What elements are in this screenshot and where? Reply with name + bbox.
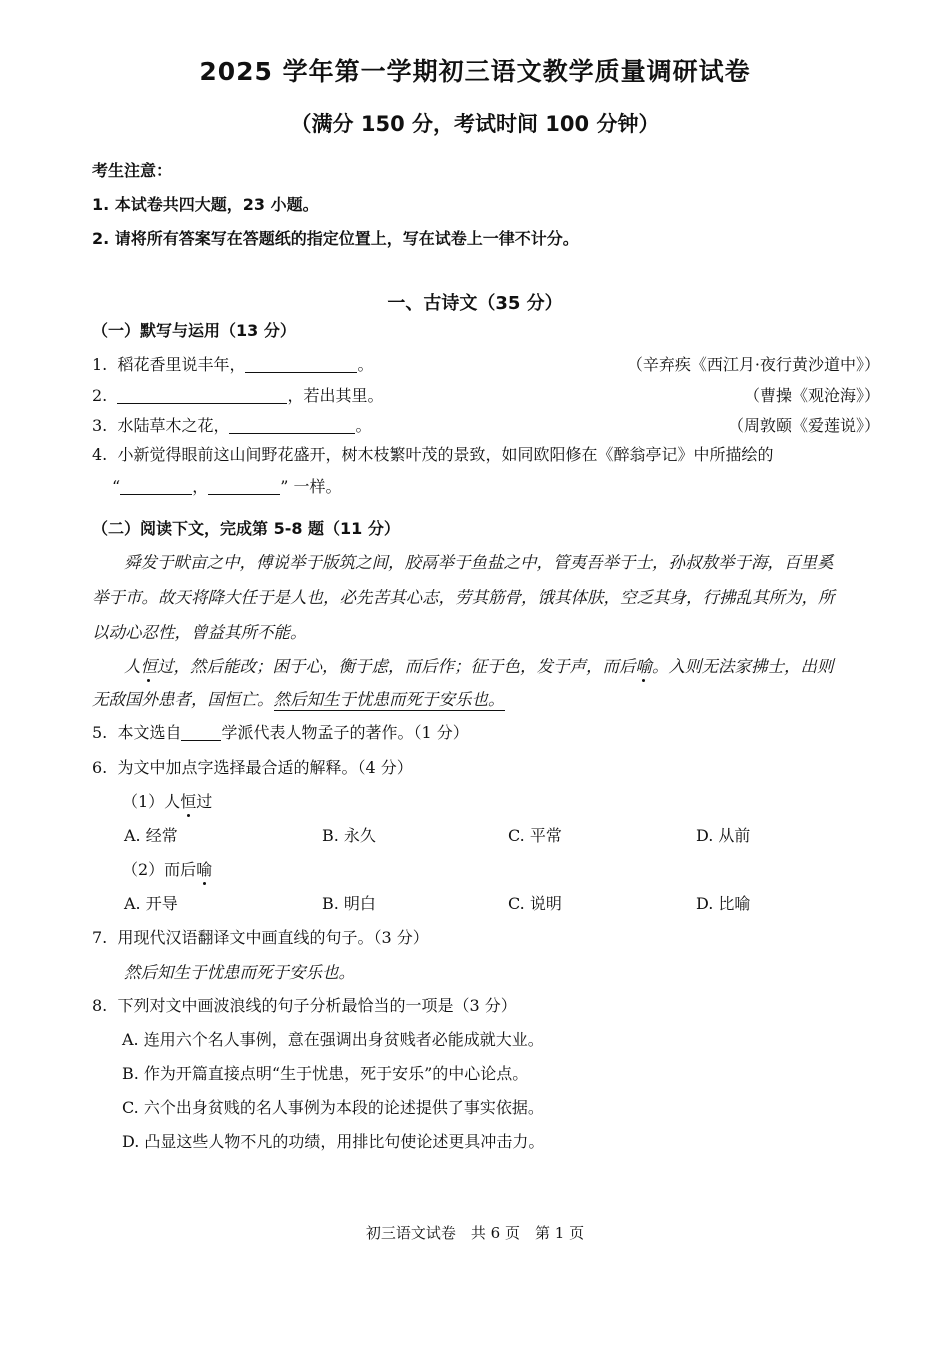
- question-4: [92, 442, 773, 465]
- question-text: 小新觉得眼前这山间野花盛开，树木枝繁叶茂的景致，如同欧阳修在《醉翁亭记》中所描绘的: [117, 445, 774, 464]
- notice-item-1: 1. 本试卷共四大题，23 小题。: [92, 195, 319, 214]
- answer-blank[interactable]: [229, 417, 355, 434]
- passage-line-4: 人恒过，然后能改；困于心，衡于虑，而后作；征于色，发于声，而后喻。入则无法家拂士，出则: [124, 657, 834, 676]
- q6-2-option-b[interactable]: B. 明白: [322, 894, 376, 913]
- question-number: 7.: [92, 928, 108, 947]
- question-number: 3.: [92, 416, 108, 435]
- question-8: [92, 993, 517, 1016]
- question-text: 稻花香里说丰年，: [117, 355, 246, 374]
- question-7-sentence: 然后知生于忧患而死于安乐也。: [124, 963, 355, 982]
- dotted-char: 恒: [180, 792, 197, 811]
- notice-heading: 考生注意：: [92, 161, 173, 180]
- question-6-sub-2: （2）而后喻: [122, 860, 213, 879]
- question-5: [92, 720, 469, 743]
- q6-1-option-b[interactable]: B. 永久: [322, 826, 376, 845]
- answer-blank-1[interactable]: [120, 478, 192, 495]
- part-1-heading: （一）默写与运用（13 分）: [92, 321, 296, 340]
- question-2: [92, 383, 383, 406]
- part-2-heading: （二）阅读下文，完成第 5-8 题（11 分）: [92, 519, 400, 538]
- q6-1-option-c[interactable]: C. 平常: [508, 826, 562, 845]
- open-quote: “: [112, 477, 121, 496]
- close-quote: ” 一样。: [280, 477, 342, 496]
- question-6: [92, 755, 413, 778]
- question-text: 本文选自: [117, 723, 182, 742]
- question-6-sub-1: （1）人恒过: [122, 792, 213, 811]
- section-1-title: 一、古诗文（35 分）: [387, 293, 563, 314]
- q6-1-option-a[interactable]: A. 经常: [124, 826, 178, 845]
- question-text-end: ，若出其里。: [287, 386, 384, 405]
- question-number: 2.: [92, 386, 108, 405]
- question-number: 8.: [92, 996, 108, 1015]
- dotted-char: 喻: [196, 860, 213, 879]
- q8-option-a[interactable]: A. 连用六个名人事例，意在强调出身贫贱者必能成就大业。: [122, 1030, 544, 1049]
- answer-blank[interactable]: [245, 356, 357, 373]
- answer-blank[interactable]: [117, 387, 287, 404]
- q6-2-option-c[interactable]: C. 说明: [508, 894, 562, 913]
- q6-1-option-d[interactable]: D. 从前: [696, 826, 751, 845]
- q6-2-option-a[interactable]: A. 开导: [124, 894, 178, 913]
- passage-line-5: 无敌国外患者，国恒亡。然后知生于忧患而死于安乐也。: [92, 690, 505, 709]
- question-7: [92, 925, 429, 948]
- q8-option-b[interactable]: B. 作为开篇直接点明“生于忧患，死于安乐”的中心论点。: [122, 1064, 529, 1083]
- q8-option-d[interactable]: D. 凸显这些人物不凡的功绩，用排比句使论述更具冲击力。: [122, 1132, 545, 1151]
- question-text: 用现代汉语翻译文中画直线的句子。（3 分）: [117, 928, 429, 947]
- question-number: 6.: [92, 758, 108, 777]
- question-3: [92, 413, 371, 436]
- q8-option-c[interactable]: C. 六个出身贫贱的名人事例为本段的论述提供了事实依据。: [122, 1098, 544, 1117]
- exam-subtitle: （满分 150 分，考试时间 100 分钟）: [290, 112, 660, 136]
- question-1-source: （辛弃疾《西江月·夜行黄沙道中》）: [626, 355, 880, 374]
- page-footer: 初三语文试卷 共 6 页 第 1 页: [365, 1224, 585, 1242]
- question-1: [92, 352, 373, 375]
- question-text-end: 学派代表人物孟子的著作。（1 分）: [221, 723, 469, 742]
- question-text: 下列对文中画波浪线的句子分析最恰当的一项是（3 分）: [117, 996, 517, 1015]
- question-text-end: 。: [355, 416, 372, 435]
- question-number: 5.: [92, 723, 108, 742]
- passage-line-2: 举于市。故天将降大任于是人也，必先苦其心志，劳其筋骨，饿其体肤，空乏其身，行拂乱其所为，所: [92, 588, 835, 607]
- question-text: 为文中加点字选择最合适的解释。（4 分）: [117, 758, 413, 777]
- q6-2-option-d[interactable]: D. 比喻: [696, 894, 751, 913]
- passage-line-1: 舜发于畎亩之中，傅说举于版筑之间，胶鬲举于鱼盐之中，管夷吾举于士，孙叔敖举于海，百里奚: [124, 553, 834, 572]
- dotted-char: 喻: [635, 657, 652, 676]
- question-text-end: 。: [357, 355, 374, 374]
- answer-blank[interactable]: [181, 724, 221, 741]
- dotted-char: 恒: [140, 657, 157, 676]
- comma: ，: [192, 477, 209, 496]
- question-4-blanks: [112, 474, 341, 497]
- answer-blank-2[interactable]: [208, 478, 280, 495]
- question-number: 1.: [92, 355, 108, 374]
- question-text: 水陆草木之花，: [117, 416, 230, 435]
- question-number: 4.: [92, 445, 108, 464]
- passage-line-3: 以动心忍性，曾益其所不能。: [92, 623, 307, 642]
- underlined-sentence: 然后知生于忧患而死于安乐也。: [273, 690, 505, 709]
- exam-title: 2025 学年第一学期初三语文教学质量调研试卷: [199, 57, 751, 86]
- notice-item-2: 2. 请将所有答案写在答题纸的指定位置上，写在试卷上一律不计分。: [92, 229, 579, 248]
- question-3-source: （周敦颐《爱莲说》）: [727, 416, 880, 435]
- question-2-source: （曹操《观沧海》）: [743, 386, 880, 405]
